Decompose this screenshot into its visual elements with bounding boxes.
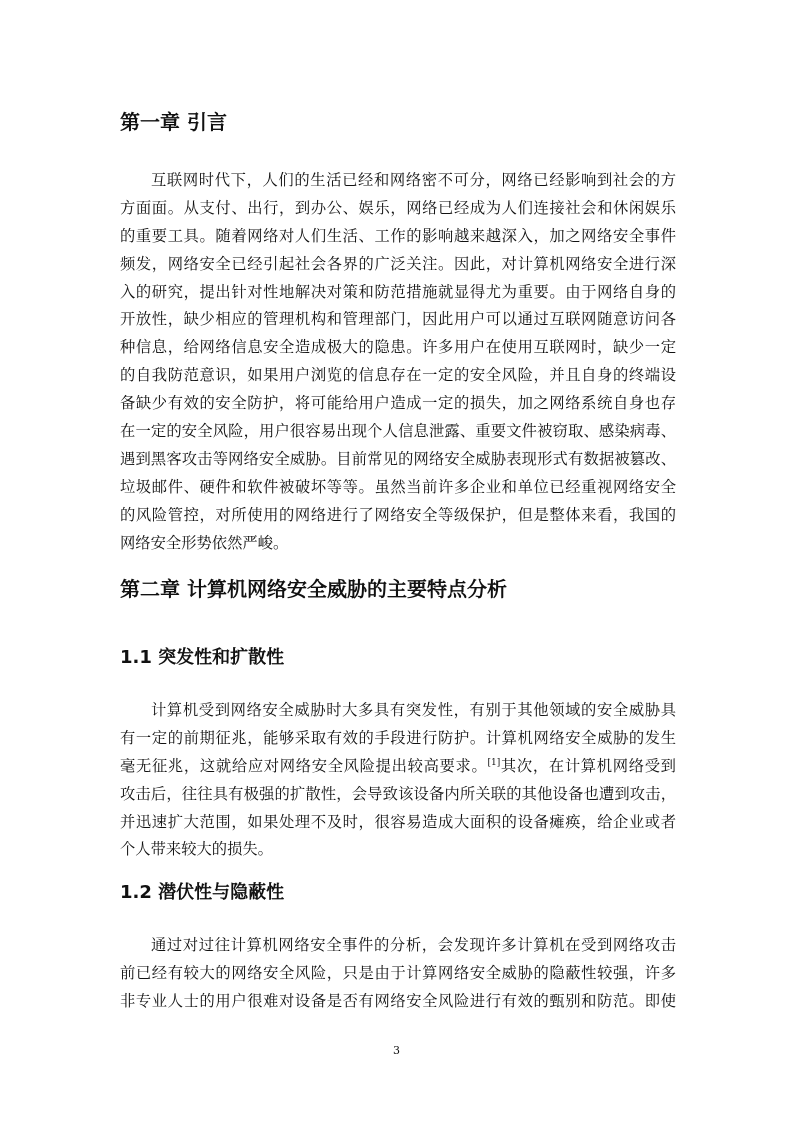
text-segment: 毫无征兆，这就给应对网络安全风险提出较高要求。: [120, 756, 488, 775]
paragraph-line: 并迅速扩大范围，如果处理不及时，很容易造成大面积的设备瘫痪，给企业或者: [120, 812, 676, 831]
paragraph-line: 入的研究，提出针对性地解决对策和防范措施就显得尤为重要。由于网络自身的: [120, 282, 676, 301]
text-segment: 其次，在计算机网络受到: [500, 756, 676, 775]
document-page: [120, 0, 676, 1122]
paragraph-line: 攻击后，往往具有极强的扩散性，会导致该设备内所关联的其他设备也遭到攻击，: [120, 784, 676, 803]
paragraph-line: 前已经有较大的网络安全风险，只是由于计算网络安全威胁的隐蔽性较强，许多: [120, 963, 676, 982]
page-number: 3: [393, 1044, 400, 1057]
section-1-1-heading: 1.1 突发性和扩散性: [120, 647, 285, 668]
chapter-1-heading: 第一章 引言: [120, 110, 227, 134]
chapter-2-heading: 第二章 计算机网络安全威胁的主要特点分析: [120, 577, 507, 601]
section-1-2-heading: 1.2 潜伏性与隐蔽性: [120, 882, 285, 903]
paragraph-line: 备缺少有效的安全防护，将可能给用户造成一定的损失，加之网络系统自身也存: [120, 394, 676, 413]
paragraph-line-with-citation: [120, 753, 676, 781]
paragraph-line: 有一定的前期征兆，能够采取有效的手段进行防护。计算机网络安全威胁的发生: [120, 728, 676, 747]
citation-marker: [1]: [487, 757, 501, 768]
paragraph-line: 遇到黑客攻击等网络安全威胁。目前常见的网络安全威胁表现形式有数据被篡改、: [120, 449, 676, 468]
section-1-1-paragraph: [120, 697, 676, 864]
paragraph-line: 的重要工具。随着网络对人们生活、工作的影响越来越深入，加之网络安全事件: [120, 226, 676, 245]
paragraph-line: 种信息，给网络信息安全造成极大的隐患。许多用户在使用互联网时，缺少一定: [120, 338, 676, 357]
paragraph-line: 非专业人士的用户很难对设备是否有网络安全风险进行有效的甄别和防范。即使: [120, 991, 676, 1010]
paragraph-line: 开放性，缺少相应的管理机构和管理部门，因此用户可以通过互联网随意访问各: [120, 310, 676, 329]
paragraph-line: 互联网时代下，人们的生活已经和网络密不可分，网络已经影响到社会的方: [151, 171, 676, 189]
paragraph-line: 在一定的安全风险，用户很容易出现个人信息泄露、重要文件被窃取、感染病毒、: [120, 422, 676, 441]
paragraph-line: 频发，网络安全已经引起社会各界的广泛关注。因此，对计算机网络安全进行深: [120, 254, 676, 273]
paragraph-line: 个人带来较大的损失。: [120, 840, 273, 859]
paragraph-line: 垃圾邮件、硬件和软件被破坏等等。虽然当前许多企业和单位已经重视网络安全: [120, 477, 676, 496]
paragraph-line: 方面面。从支付、出行，到办公、娱乐，网络已经成为人们连接社会和休闲娱乐: [120, 198, 676, 217]
paragraph-line: 的风险管控，对所使用的网络进行了网络安全等级保护，但是整体来看，我国的: [120, 505, 676, 524]
paragraph-line: 网络安全形势依然严峻。: [120, 533, 289, 552]
chapter-1-paragraph: [120, 167, 676, 557]
section-1-2-paragraph: [120, 932, 676, 1016]
paragraph-line: 的自我防范意识，如果用户浏览的信息存在一定的安全风险，并且自身的终端设: [120, 366, 676, 385]
paragraph-line: 通过对过往计算机网络安全事件的分析，会发现许多计算机在受到网络攻击: [151, 936, 676, 954]
paragraph-line: 计算机受到网络安全威胁时大多具有突发性，有别于其他领域的安全威胁具: [151, 701, 676, 719]
